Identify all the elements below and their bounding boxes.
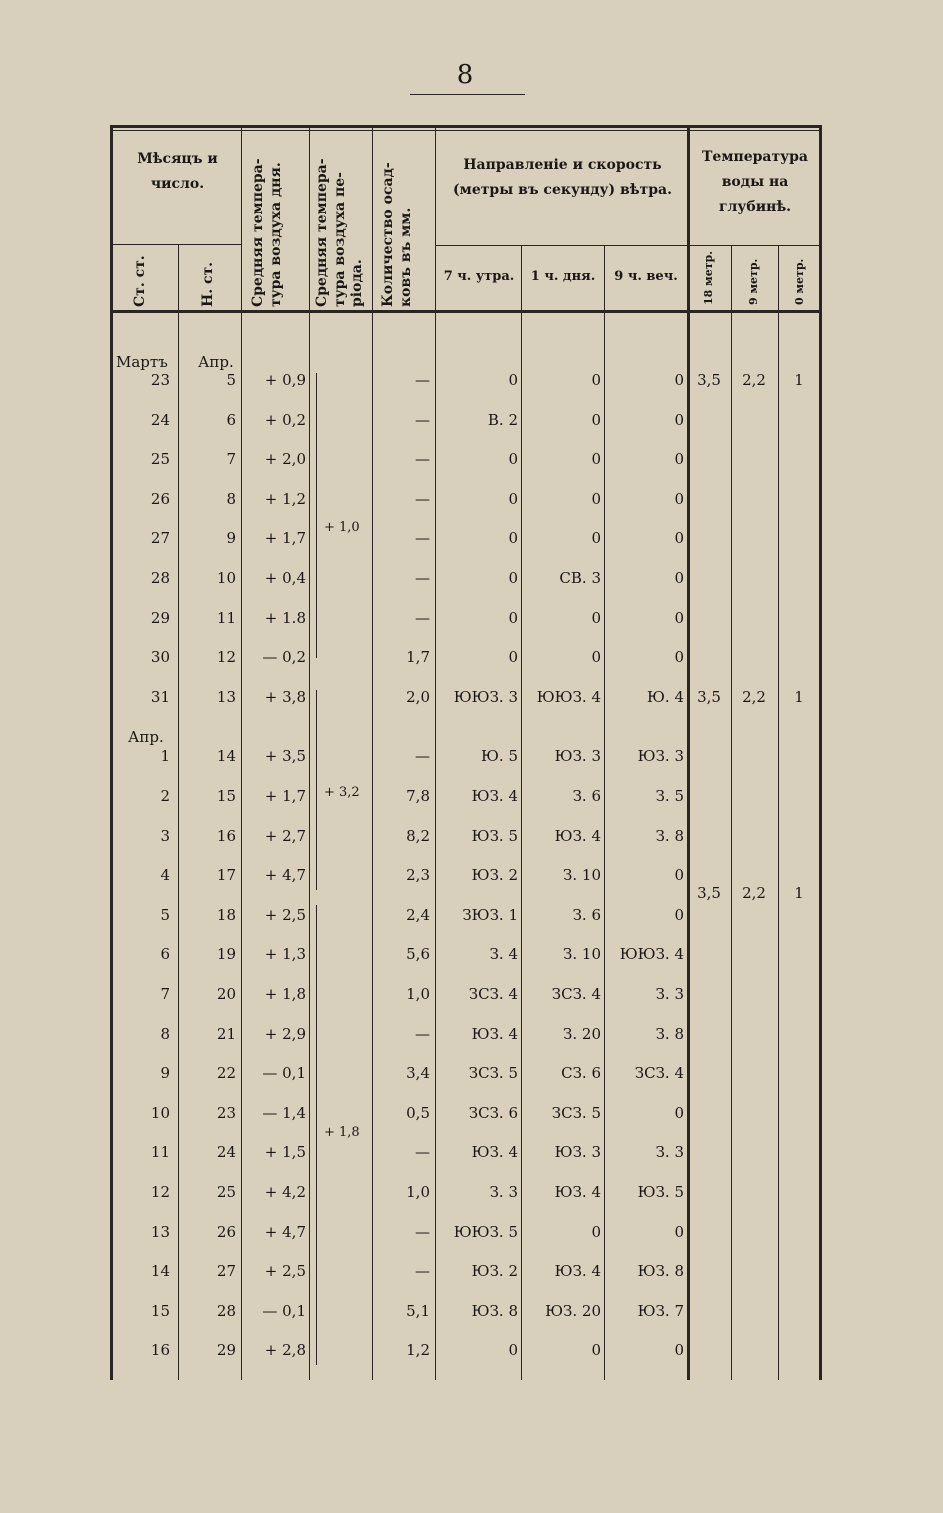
wind-9pm: 0 [674,529,684,548]
table-top-inner-border [110,130,822,131]
header-sub-rule-water [687,245,822,246]
daily-mean-temp: + 4,2 [264,1183,306,1201]
old-style-day: 23 [150,371,170,389]
weather-table [110,125,822,1380]
daily-mean-temp: + 3,8 [264,687,306,706]
wind-7am: ЮЗ. 2 [471,866,518,885]
wind-1pm: ЮЗ. 4 [554,826,601,845]
new-style-day: 5 [226,371,236,389]
wind-1pm: 0 [591,1222,601,1241]
wind-1pm: 0 [591,371,601,389]
daily-mean-temp: + 2,5 [264,1262,306,1281]
wind-9pm: 0 [674,905,684,924]
wind-1pm: ЮЗ. 4 [554,1183,601,1201]
header-sub-rule-wind [435,245,687,246]
new-style-day: 11 [216,608,236,627]
wind-7am: ЗЮЗ. 1 [462,905,518,924]
header-depth-0: 0 метр. [793,258,806,305]
water-temp-18m: 3,5 [697,371,721,389]
old-style-day: 11 [150,1143,170,1162]
col-divider-water-1 [731,245,732,1380]
new-style-day: 6 [226,410,236,429]
wind-9pm: 0 [674,648,684,667]
period-temp-2: + 3,2 [324,785,360,800]
new-style-day: 9 [226,529,236,548]
precipitation: 1,7 [406,648,430,667]
wind-9pm: З. 5 [655,787,684,805]
period-temp-3: + 1,8 [324,1125,360,1140]
wind-9pm: 0 [674,866,684,885]
wind-9pm: 0 [674,489,684,508]
col-divider-5 [687,125,690,1380]
new-style-day: 28 [216,1301,236,1320]
header-mean-temp-period: Средняя темпера-тура воздуха пе-ріода. [314,158,365,307]
daily-mean-temp: + 0,9 [264,371,306,389]
col-divider-2 [309,125,310,1380]
wind-9pm: З. 3 [655,1143,684,1162]
wind-7am: 0 [508,371,518,389]
wind-1pm: З. 6 [572,787,601,805]
wind-1pm: СЗ. 6 [561,1064,601,1083]
new-style-day: 26 [216,1222,236,1241]
new-style-day: 25 [216,1183,236,1201]
water-temp-18m: 3,5 [697,687,721,706]
wind-7am: ЮЗ. 2 [471,1262,518,1281]
old-style-day: 25 [150,450,170,469]
header-old-style: Ст. ст. [132,255,148,307]
new-style-day: 17 [216,866,236,885]
header-new-style: Н. ст. [200,261,216,307]
header-mean-temp-day: Средняя темпера-тура воздуха дня. [250,158,284,307]
daily-mean-temp: + 1,5 [264,1143,306,1162]
wind-7am: Ю. 5 [481,747,518,766]
new-style-day: 8 [226,489,236,508]
wind-1pm: ЮЮЗ. 4 [536,687,601,706]
old-style-day: 31 [150,687,170,706]
old-style-day: 30 [150,648,170,667]
col-divider-3 [372,125,373,1380]
daily-mean-temp: + 3,5 [264,747,306,766]
wind-9pm: З. 8 [655,826,684,845]
header-wind-1pm: 1 ч. дня. [530,269,596,284]
header-sub-rule-left [110,244,241,245]
period-brace-1 [316,373,317,658]
header-wind-title: Направленіе и скорость (метры въ секунду) вѣтра. [453,157,672,199]
precipitation: 5,6 [406,945,430,964]
new-style-day: 15 [216,787,236,805]
wind-9pm: 0 [674,608,684,627]
wind-7am: ЮЗ. 4 [471,1024,518,1043]
precipitation: — [415,450,430,469]
wind-7am: 0 [508,529,518,548]
new-style-day: 14 [216,747,236,766]
wind-7am: 0 [508,608,518,627]
col-divider-water-2 [778,245,779,1380]
daily-mean-temp: — 0,1 [262,1301,306,1320]
old-style-day: 7 [160,985,170,1003]
wind-1pm: ЮЗ. 4 [554,1262,601,1281]
water-temp-9m: 2,2 [742,884,766,903]
wind-1pm: З. 10 [563,866,601,885]
daily-mean-temp: + 2,0 [264,450,306,469]
precipitation: 2,3 [406,866,430,885]
wind-9pm: 0 [674,371,684,389]
old-style-day: 9 [160,1064,170,1083]
daily-mean-temp: + 2,8 [264,1341,306,1360]
period-brace-3 [316,905,317,1365]
precipitation: — [415,747,430,766]
daily-mean-temp: + 1,8 [264,985,306,1003]
old-style-day: 15 [150,1301,170,1320]
table-left-border [110,125,113,1380]
header-bottom-border [110,310,822,313]
wind-7am: ЮЗ. 5 [471,826,518,845]
old-style-day: 24 [150,410,170,429]
daily-mean-temp: + 2,5 [264,905,306,924]
old-style-day: 4 [160,866,170,885]
daily-mean-temp: + 2,9 [264,1024,306,1043]
wind-1pm: 0 [591,608,601,627]
new-style-day: 19 [216,945,236,964]
header-month-day: Мѣсяцъ и число. [137,151,218,193]
header-water-title: Температура воды на глубинѣ. [702,149,808,216]
col-divider-1 [241,125,242,1380]
precipitation: 7,8 [406,787,430,805]
precipitation: — [415,529,430,548]
wind-7am: З. 3 [489,1183,518,1201]
wind-1pm: ЗСЗ. 4 [551,985,601,1003]
wind-1pm: ЮЗ. 3 [554,1143,601,1162]
new-style-day: 27 [216,1262,236,1281]
precipitation: — [415,371,430,389]
wind-1pm: ЗСЗ. 5 [551,1103,601,1122]
daily-mean-temp: + 1,7 [264,529,306,548]
period-temp-1: + 1,0 [324,520,360,535]
wind-7am: ЮЮЗ. 5 [453,1222,518,1241]
wind-7am: 0 [508,1341,518,1360]
water-temp-0m: 1 [794,687,804,706]
wind-7am: ЮЗ. 8 [471,1301,518,1320]
header-wind-9pm: 9 ч. веч. [614,269,678,284]
precipitation: — [415,569,430,587]
daily-mean-temp: + 1,2 [264,489,306,508]
wind-1pm: СВ. 3 [559,569,601,587]
wind-7am: 0 [508,648,518,667]
new-style-day: 24 [216,1143,236,1162]
wind-7am: ЮЗ. 4 [471,787,518,805]
col-divider-4 [435,125,436,1380]
wind-1pm: 0 [591,450,601,469]
new-style-day: 20 [216,985,236,1003]
daily-mean-temp: + 4,7 [264,866,306,885]
daily-mean-temp: + 0,4 [264,569,306,587]
wind-7am: ЗСЗ. 5 [468,1064,518,1083]
wind-1pm: ЮЗ. 3 [554,747,601,766]
old-style-day: 6 [160,945,170,964]
col-divider-wind-2 [604,245,605,1380]
precipitation: 5,1 [406,1301,430,1320]
wind-7am: ЮЗ. 4 [471,1143,518,1162]
wind-1pm: 0 [591,1341,601,1360]
old-style-day: 12 [150,1183,170,1201]
month-label-march-old: Мартъ [116,353,168,371]
precipitation: 1,2 [406,1341,430,1360]
new-style-day: 29 [216,1341,236,1360]
old-style-day: 14 [150,1262,170,1281]
wind-7am: 0 [508,489,518,508]
old-style-day: 26 [150,489,170,508]
wind-9pm: ЮЗ. 5 [637,1183,684,1201]
wind-9pm: З. 3 [655,985,684,1003]
daily-mean-temp: + 0,2 [264,410,306,429]
wind-9pm: 0 [674,1222,684,1241]
wind-9pm: ЮЗ. 8 [637,1262,684,1281]
new-style-day: 12 [216,648,236,667]
old-style-day: 1 [160,747,170,766]
col-divider-date [178,245,179,1380]
daily-mean-temp: — 0,1 [262,1064,306,1083]
wind-7am: ЗСЗ. 6 [468,1103,518,1122]
wind-7am: ЮЮЗ. 3 [453,687,518,706]
new-style-day: 22 [216,1064,236,1083]
water-temp-0m: 1 [794,884,804,903]
wind-7am: ЗСЗ. 4 [468,985,518,1003]
precipitation: 8,2 [406,826,430,845]
precipitation: 0,5 [406,1103,430,1122]
precipitation: — [415,1262,430,1281]
new-style-day: 18 [216,905,236,924]
old-style-day: 2 [160,787,170,805]
old-style-day: 13 [150,1222,170,1241]
page-number: 8 [456,60,474,90]
old-style-day: 16 [150,1341,170,1360]
water-temp-0m: 1 [794,371,804,389]
precipitation: 3,4 [406,1064,430,1083]
wind-1pm: 0 [591,410,601,429]
wind-9pm: 0 [674,450,684,469]
wind-1pm: 0 [591,489,601,508]
wind-1pm: З. 10 [563,945,601,964]
precipitation: 1,0 [406,1183,430,1201]
wind-9pm: 0 [674,569,684,587]
wind-7am: 0 [508,569,518,587]
wind-9pm: З. 8 [655,1024,684,1043]
header-wind-7am: 7 ч. утра. [443,269,515,284]
wind-1pm: З. 20 [563,1024,601,1043]
wind-9pm: 0 [674,410,684,429]
table-top-border [110,125,822,128]
wind-7am: В. 2 [487,410,518,429]
precipitation: — [415,1143,430,1162]
wind-7am: З. 4 [489,945,518,964]
old-style-day: 5 [160,905,170,924]
daily-mean-temp: + 4,7 [264,1222,306,1241]
precipitation: — [415,489,430,508]
wind-9pm: ЮЗ. 3 [637,747,684,766]
month-label-april-old: Апр. [128,728,164,746]
wind-1pm: ЮЗ. 20 [545,1301,601,1320]
daily-mean-temp: — 1,4 [262,1103,306,1122]
precipitation: — [415,410,430,429]
precipitation: 1,0 [406,985,430,1003]
precipitation: — [415,608,430,627]
old-style-day: 28 [150,569,170,587]
header-depth-18: 18 метр. [702,250,715,305]
wind-9pm: ЗСЗ. 4 [634,1064,684,1083]
new-style-day: 10 [216,569,236,587]
precipitation: 2,4 [406,905,430,924]
wind-1pm: З. 6 [572,905,601,924]
wind-9pm: 0 [674,1103,684,1122]
table-right-border [819,125,822,1380]
page-number-rule [410,94,525,95]
daily-mean-temp: + 1,3 [264,945,306,964]
precipitation: 2,0 [406,687,430,706]
water-temp-9m: 2,2 [742,371,766,389]
header-depth-9: 9 метр. [747,258,760,305]
new-style-day: 21 [216,1024,236,1043]
new-style-day: 16 [216,826,236,845]
water-temp-9m: 2,2 [742,687,766,706]
wind-9pm: ЮЮЗ. 4 [619,945,684,964]
daily-mean-temp: + 1,7 [264,787,306,805]
precipitation: — [415,1024,430,1043]
old-style-day: 27 [150,529,170,548]
water-temp-18m: 3,5 [697,884,721,903]
wind-7am: 0 [508,450,518,469]
daily-mean-temp: + 1.8 [264,608,306,627]
wind-9pm: 0 [674,1341,684,1360]
period-brace-2 [316,690,317,890]
daily-mean-temp: — 0,2 [262,648,306,667]
month-label-april-new: Апр. [198,353,234,371]
old-style-day: 29 [150,608,170,627]
old-style-day: 10 [150,1103,170,1122]
old-style-day: 8 [160,1024,170,1043]
wind-1pm: 0 [591,529,601,548]
precipitation: — [415,1222,430,1241]
header-precipitation: Количество осад-ковъ въ мм. [380,162,414,307]
new-style-day: 7 [226,450,236,469]
old-style-day: 3 [160,826,170,845]
new-style-day: 23 [216,1103,236,1122]
wind-9pm: Ю. 4 [647,687,684,706]
wind-9pm: ЮЗ. 7 [637,1301,684,1320]
daily-mean-temp: + 2,7 [264,826,306,845]
new-style-day: 13 [216,687,236,706]
wind-1pm: 0 [591,648,601,667]
